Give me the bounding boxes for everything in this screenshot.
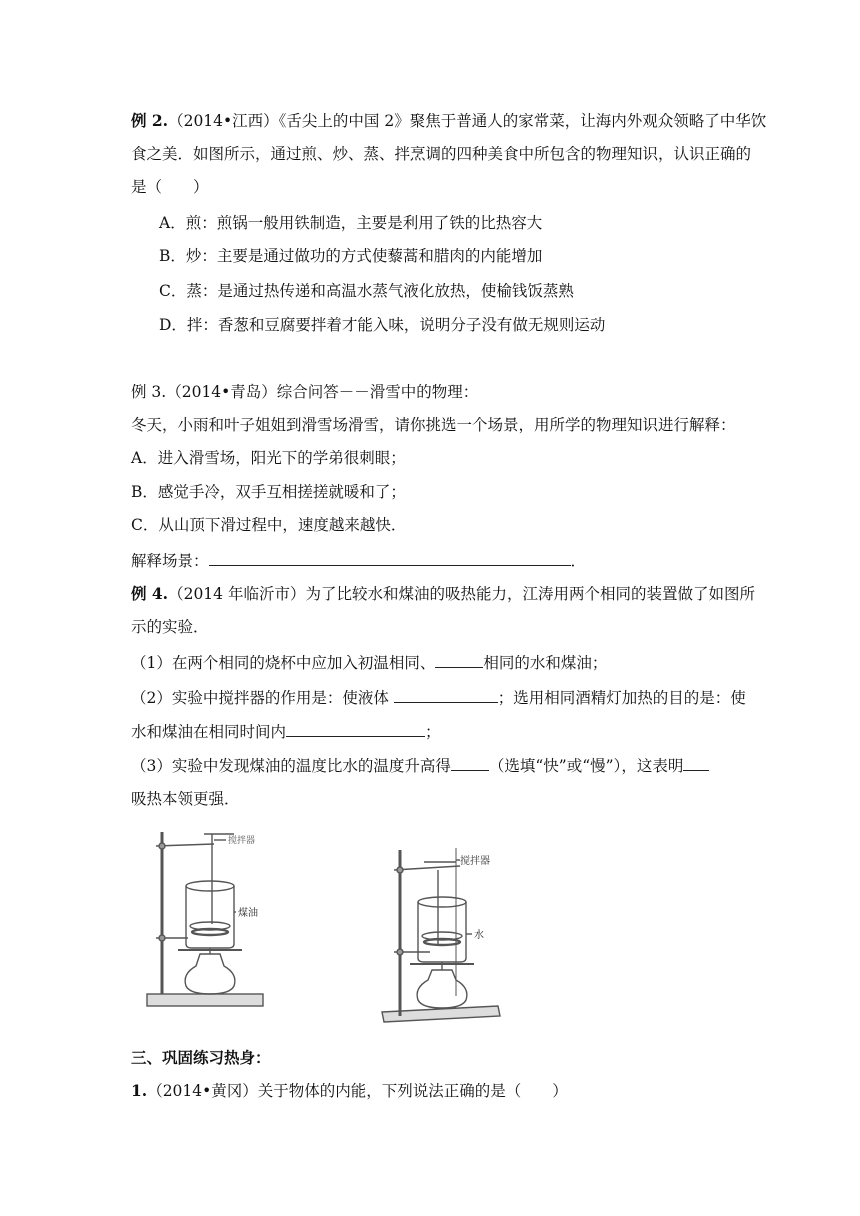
ex4-line2: 示的实验．	[131, 618, 209, 636]
right-top-label: 搅拌器	[460, 856, 490, 867]
ex3-intro: 冬天，小雨和叶子姐姐到滑雪场滑雪，请你挑选一个场景，用所学的物理知识进行解释：	[131, 416, 736, 434]
ex4-q3: （3）实验中发现煤油的温度比水的温度升高得 （选填“快”或“慢”），这表明	[131, 755, 709, 776]
section3-heading: 三、巩固练习热身：	[131, 1048, 271, 1067]
apparatus-right-figure	[380, 846, 530, 1026]
ex4-q3-cont: 吸热本领更强．	[131, 790, 240, 808]
ex4-q2: （2）实验中搅拌器的作用是：使液体 ；选用相同酒精灯加热的目的是：使	[131, 689, 746, 707]
ex3-item-b: B．感觉手冷，双手互相搓搓就暖和了；	[131, 483, 406, 501]
ex2-option-a: A．煎：煎锅一般用铁制造，主要是利用了铁的比热容大	[159, 214, 543, 232]
ex2-option-c: C．蒸：是通过热传递和高温水蒸气液化放热，使榆钱饭蒸熟	[159, 282, 574, 300]
ex2-label: 例 2.	[131, 111, 169, 130]
apparatus-left-figure	[142, 826, 272, 1012]
section3-q1-num: 1.	[131, 1081, 148, 1100]
right-liquid-label: 水	[474, 930, 484, 941]
left-top-label: 搅拌器	[228, 836, 256, 846]
ex4-label: 例 4.	[131, 584, 169, 603]
left-base	[147, 994, 263, 1006]
right-lamp	[417, 970, 467, 1008]
ex4-q1: （1）在两个相同的烧杯中应加入初温相同、 相同的水和煤油；	[131, 654, 608, 672]
ex4-q2-cont: 水和煤油在相同时间内 ；	[131, 723, 441, 741]
explain-blank[interactable]	[209, 550, 571, 566]
q1-blank[interactable]	[435, 652, 483, 668]
ex3-item-a: A．进入滑雪场，阳光下的学弟很刺眼；	[131, 449, 406, 467]
ex3-title: 例 3.（2014•青岛）综合问答－－滑雪中的物理：	[131, 383, 479, 401]
section3-q1: 1.（2014•黄冈）关于物体的内能，下列说法正确的是（ ）	[131, 1081, 568, 1100]
left-liquid-label: 煤油	[238, 908, 258, 919]
ex4-line1: 例 4.（2014 年临沂市）为了比较水和煤油的吸热能力，江涛用两个相同的装置做了如图所	[131, 584, 755, 603]
ex3-explain: 解释场景： ．	[131, 552, 587, 570]
q2-blank1[interactable]	[394, 687, 498, 703]
ex2-option-d: D．拌：香葱和豆腐要拌着才能入味，说明分子没有做无规则运动	[159, 316, 606, 334]
ex2-line3: 是（ ）	[131, 178, 209, 196]
left-beaker	[186, 886, 234, 948]
q3-blank2[interactable]	[683, 755, 709, 771]
q2-blank2[interactable]	[286, 721, 425, 737]
ex3-item-c: C．从山顶下滑过程中，速度越来越快．	[131, 516, 407, 534]
ex2-line1: 例 2.（2014•江西）《舌尖上的中国 2》聚焦于普通人的家常菜，让海内外观众领略了中华饮	[131, 111, 767, 130]
q3-blank1[interactable]	[451, 755, 489, 771]
ex2-option-b: B．炒：主要是通过做功的方式使藜蒿和腊肉的内能增加	[159, 247, 543, 265]
ex2-line2: 食之美．如图所示，通过煎、炒、蒸、拌烹调的四种美食中所包含的物理知识，认识正确的	[131, 145, 752, 163]
left-lamp	[185, 954, 235, 994]
